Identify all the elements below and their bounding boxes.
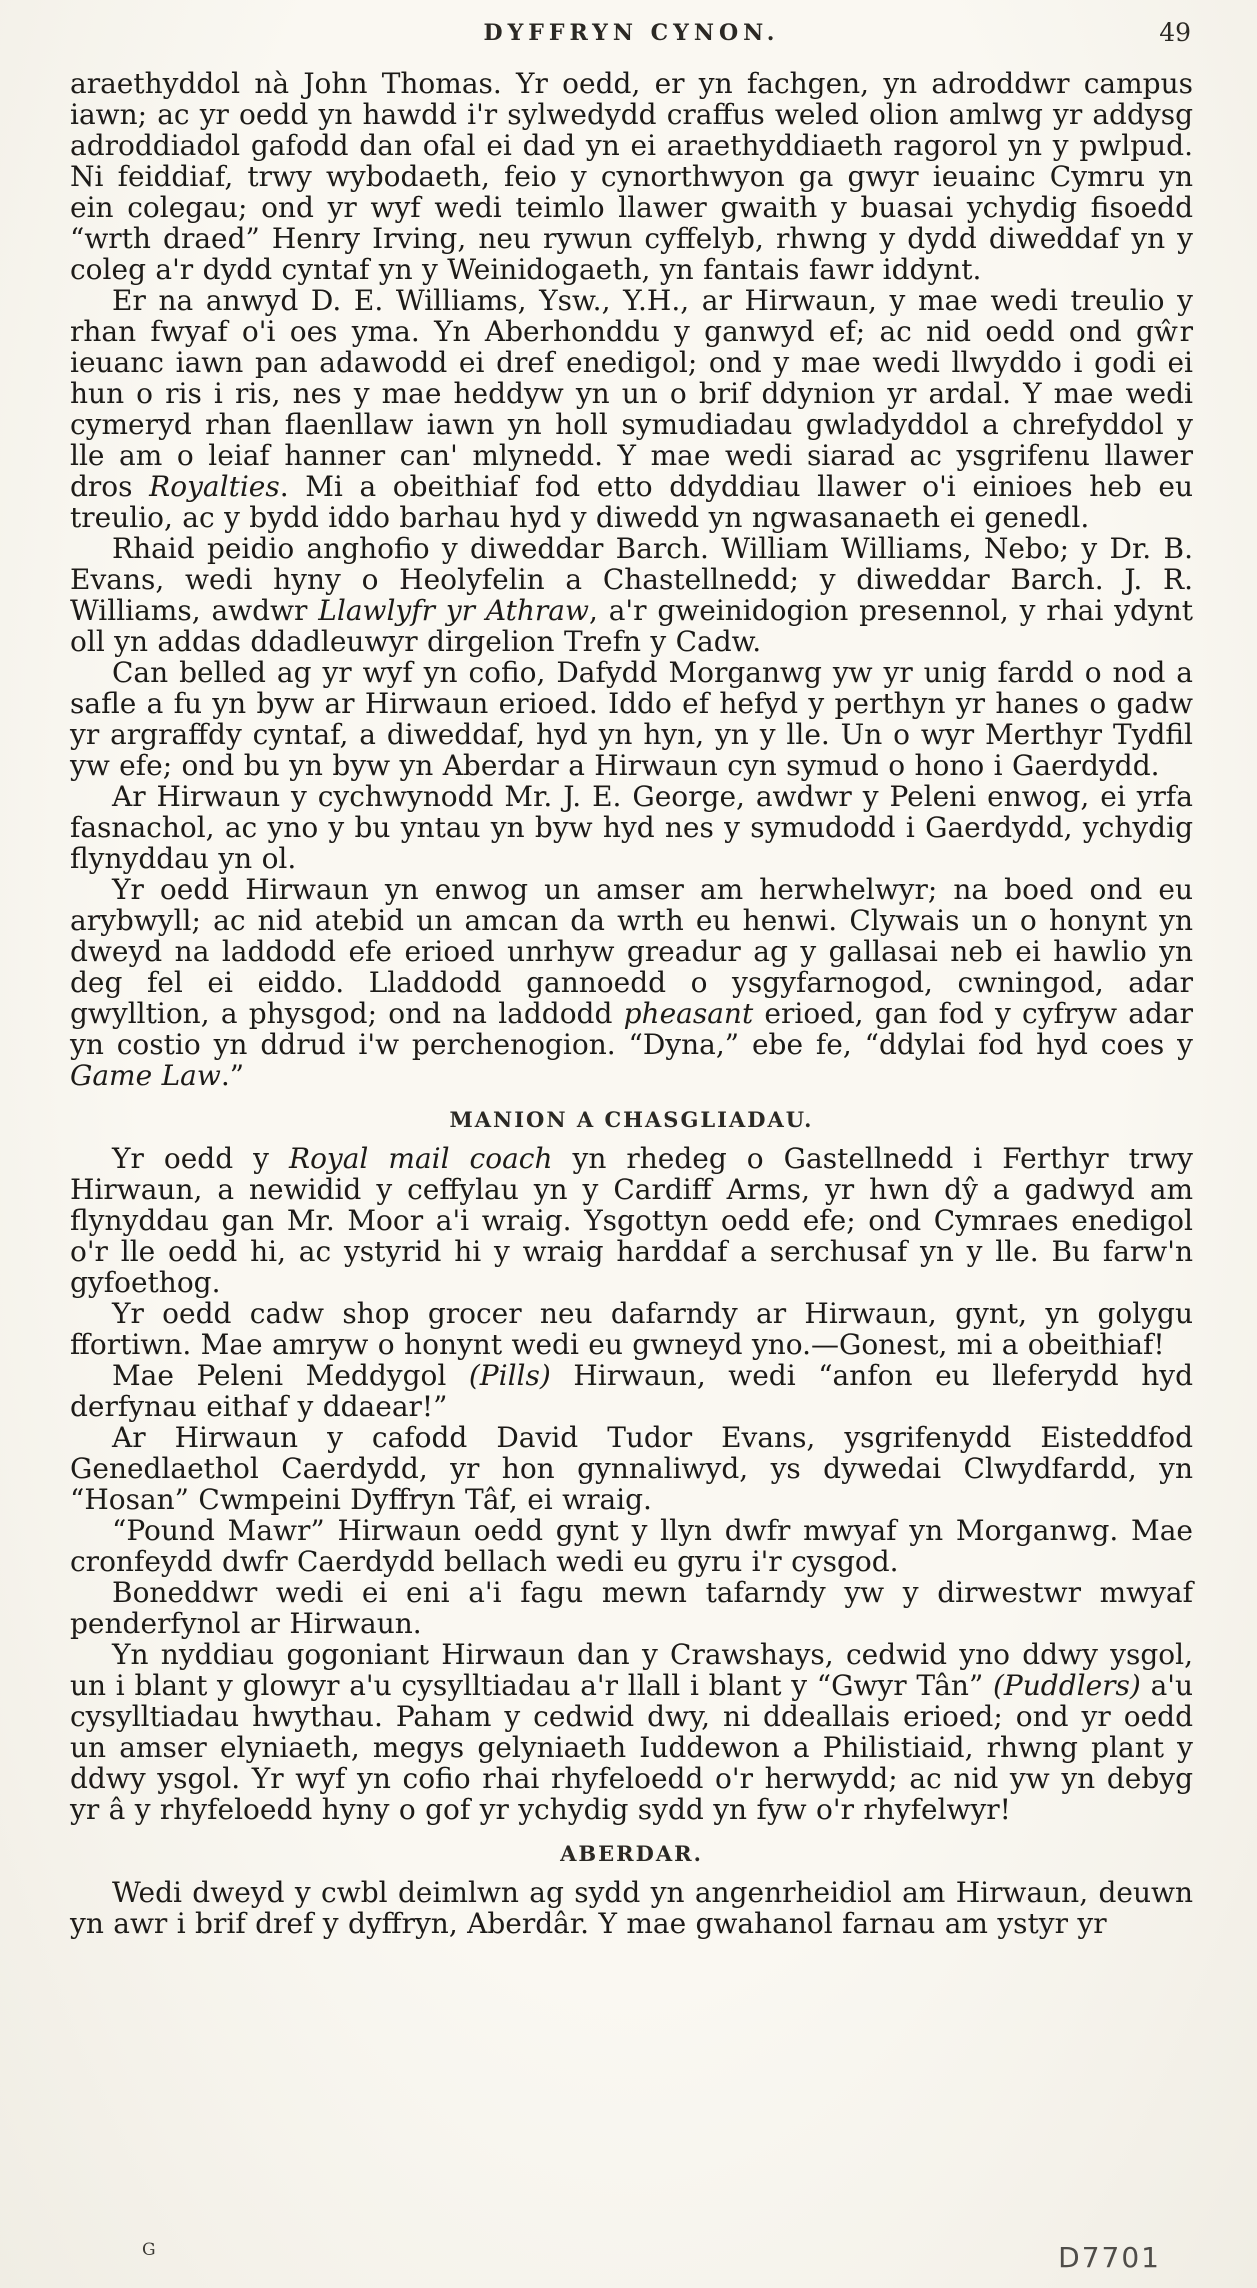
paragraph: Wedi dweyd y cwbl deimlwn ag sydd yn angenrheidiol am Hirwaun, deuwn yn awr i brif dref y dyffryn, Aberdâr. Y mae gwahanol farnau am ystyr yr (70, 1876, 1193, 1940)
paragraph: Yr oedd y Royal mail coach yn rhedeg o Gastellnedd i Ferthyr trwy Hirwaun, a newidid y ceffylau yn y Cardiff Arms, yr hwn dŷ a gadwyd am flynyddau gan Mr. Moor a'i wraig. Ysgottyn oedd efe; ond Cymraes enedigol o'r lle oedd hi, ac ystyrid hi y wraig harddaf a serchusaf yn y lle. Bu farw'n gyfoethog. (70, 1142, 1194, 1299)
catalog-stamp: D7701 (1058, 2241, 1161, 2274)
page-content (70, 68, 1193, 1939)
paragraph: Rhaid peidio anghofio y diweddar Barch. William Williams, Nebo; y Dr. B. Evans, wedi hyny o Heolyfelin a Chastellnedd; y diweddar Barch. J. R. Williams, awdwr Llawlyfr yr Athraw, a'r gweinidogion presennol, y rhai ydynt oll yn addas ddadleuwyr dirgelion Trefn y Cadw. (70, 532, 1193, 658)
paragraph: Yn nyddiau gogoniant Hirwaun dan y Crawshays, cedwid yno ddwy ysgol, un i blant y glowyr a'u cysylltiadau a'r llall i blant y “Gwyr Tân” (Puddlers) a'u cysylltiadau hwythau. Paham y cedwid dwy, ni ddeallais erioed; ond yr oedd un amser elyniaeth, megys gelyniaeth Iuddewon a Philistiaid, rhwng plant y ddwy ysgol. Yr wyf yn cofio rhai rhyfeloedd o'r herwydd; ac nid yw yn debyg yr â y rhyfeloedd hyny o gof yr ychydig sydd yn fyw o'r rhyfelwyr! (70, 1638, 1193, 1826)
page-footer (0, 2218, 1257, 2288)
page-title: DYFFRYN CYNON. (483, 20, 780, 46)
italic-phrase: Royal mail coach (288, 1142, 553, 1175)
paragraph: araethyddol nà John Thomas. Yr oedd, er yn fachgen, yn adroddwr campus iawn; ac yr oedd yn hawdd i'r sylwedydd craffus weled olion amlwg yr addysg adroddiadol gafodd dan ofal ei dad yn ei araethyddiaeth ragorol yn y pwlpud. Ni feiddiaf, trwy wybodaeth, feio y cynorthwyon ga gwyr ieuainc Cymru yn ein colegau; ond yr wyf wedi teimlo llawer gwaith y buasai ychydig fisoedd “wrth draed” Henry Irving, neu rywun cyffelyb, rhwng y dydd diweddaf yn y coleg a'r dydd cyntaf yn y Weinidogaeth, yn fantais fawr iddynt. (70, 67, 1193, 286)
paragraph: Can belled ag yr wyf yn cofio, Dafydd Morganwg yw yr unig fardd o nod a safle a fu yn byw ar Hirwaun erioed. Iddo ef hefyd y perthyn yr hanes o gadw yr argraffdy cyntaf, a diweddaf, hyd yn hyn, yn y lle. Un o wyr Merthyr Tydfil yw efe; ond bu yn byw yn Aberdar a Hirwaun cyn symud o hono i Gaerdydd. (70, 656, 1193, 782)
paragraph: Yr oedd cadw shop grocer neu dafarndy ar Hirwaun, gynt, yn golygu ffortiwn. Mae amryw o honynt wedi eu gwneyd yno.—Gonest, mi a obeithiaf! (70, 1297, 1193, 1361)
paragraph: Mae Peleni Meddygol (Pills) Hirwaun, wedi “anfon eu lleferydd hyd derfynau eithaf y ddaear!” (70, 1359, 1193, 1423)
printer-signature-mark: G (142, 2240, 156, 2260)
italic-phrase: Game Law (70, 1059, 221, 1092)
italic-phrase: (Pills) (468, 1359, 551, 1392)
page-number: 49 (1159, 18, 1191, 47)
page-header (70, 16, 1193, 50)
italic-phrase: Royalties (149, 470, 280, 503)
italic-phrase: Llawlyfr yr Athraw (318, 594, 589, 627)
paragraph: “Pound Mawr” Hirwaun oedd gynt y llyn dwfr mwyaf yn Morganwg. Mae cronfeydd dwfr Caerdydd bellach wedi eu gyru i'r cysgod. (70, 1514, 1193, 1578)
paragraph: Ar Hirwaun y cychwynodd Mr. J. E. George, awdwr y Peleni enwog, ei yrfa fasnachol, ac yno y bu yntau yn byw hyd nes y symudodd i Gaerdydd, ychydig flynyddau yn ol. (70, 780, 1193, 875)
paragraph: Er na anwyd D. E. Williams, Ysw., Y.H., ar Hirwaun, y mae wedi treulio y rhan fwyaf o'i oes yma. Yn Aberhonddu y ganwyd ef; ac nid oedd ond gŵr ieuanc iawn pan adawodd ei dref enedigol; ond y mae wedi llwyddo i godi ei hun o ris i ris, nes y mae heddyw yn un o brif ddynion yr ardal. Y mae wedi cymeryd rhan flaenllaw iawn yn holl symudiadau gwladyddol a chrefyddol y lle am o leiaf hanner can' mlynedd. Y mae wedi siarad ac ysgrifenu llawer dros Royalties. Mi a obeithiaf fod etto ddyddiau llawer o'i einioes heb eu treulio, ac y bydd iddo barhau hyd y diwedd yn ngwasanaeth ei genedl. (70, 284, 1193, 534)
paragraph: Ar Hirwaun y cafodd David Tudor Evans, ysgrifenydd Eisteddfod Genedlaethol Caerdydd, yr hon gynnaliwyd, ys dywedai Clwydfardd, yn “Hosan” Cwmpeini Dyffryn Tâf, ei wraig. (70, 1421, 1193, 1516)
section-heading: MANION A CHASGLIADAU. (449, 1107, 814, 1132)
italic-phrase: (Puddlers) (992, 1669, 1141, 1702)
paragraph: Yr oedd Hirwaun yn enwog un amser am herwhelwyr; na boed ond eu arybwyll; ac nid atebid un amcan da wrth eu henwi. Clywais un o honynt yn dweyd na laddodd efe erioed unrhyw greadur ag y gallasai neb ei hawlio yn deg fel ei eiddo. Lladdodd gannoedd o ysgyfarnogod, cwningod, adar gwylltion, a physgod; ond na laddodd pheasant erioed, gan fod y cyfryw adar yn costio yn ddrud i'w perchenogion. “Dyna,” ebe fe, “ddylai fod hyd coes y Game Law.” (70, 873, 1193, 1092)
italic-phrase: pheasant (623, 997, 754, 1030)
section-heading: ABERDAR. (560, 1841, 703, 1866)
paragraph: Boneddwr wedi ei eni a'i fagu mewn tafarndy yw y dirwestwr mwyaf penderfynol ar Hirwaun. (70, 1576, 1193, 1640)
